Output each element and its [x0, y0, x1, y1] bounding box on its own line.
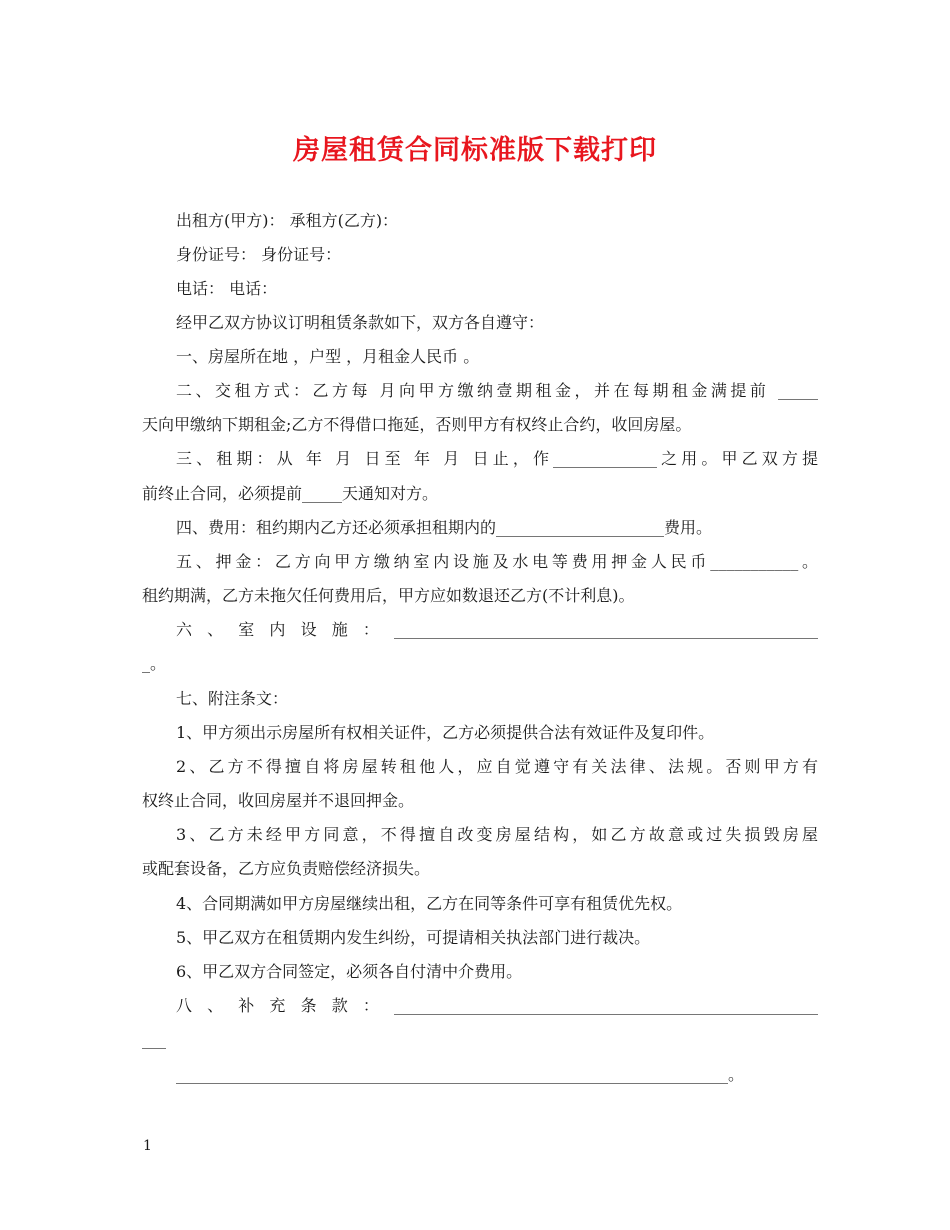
clause-1-location: 一、房屋所在地 ，户型 ，月租金人民币 。	[176, 347, 480, 366]
note-3-cont: 或配套设备，乙方应负责赔偿经济损失。	[142, 859, 431, 878]
note-4: 4、合同期满如甲方房屋继续出租，乙方在同等条件可享有租赁优先权。	[176, 894, 683, 913]
clause-3-term: 三、租期：从 年 月 日至 年 月 日止，作_____________之用。甲乙双方提	[176, 449, 818, 468]
clause-6-facilities-cont: _。	[142, 654, 167, 673]
clause-8-blank-line: _____________________________________________________________________。	[176, 1065, 744, 1084]
clause-3-term-cont: 前终止合同，必须提前_____天通知对方。	[142, 484, 439, 503]
note-2: 2、乙方不得擅自将房屋转租他人，应自觉遵守有关法律、法规。否则甲方有	[176, 757, 818, 776]
note-2-cont: 权终止合同，收回房屋并不退回押金。	[142, 791, 415, 810]
page-number: 1	[143, 1138, 152, 1154]
note-3: 3、乙方未经甲方同意，不得擅自改变房屋结构，如乙方故意或过失损毁房屋	[176, 825, 818, 844]
clause-2-payment: 二、交租方式：乙方每 月向甲方缴纳壹期租金，并在每期租金满提前 _____	[176, 381, 818, 400]
party-names-line: 出租方(甲方)： 承租方(乙方)：	[176, 211, 399, 230]
note-6: 6、甲乙双方合同签定，必须各自付清中介费用。	[176, 962, 523, 981]
clause-8-supplement: 八、补充条款：_____________________________________________________	[176, 996, 818, 1015]
clause-8-supplement-cont: ___	[142, 1030, 166, 1049]
clause-5-deposit-cont: 租约期满，乙方未拖欠任何费用后，甲方应如数退还乙方(不计利息)。	[142, 586, 635, 605]
note-1: 1、甲方须出示房屋所有权相关证件，乙方必须提供合法有效证件及复印件。	[176, 723, 715, 742]
clause-4-fees: 四、费用：租约期内乙方还必须承担租期内的_____________________费用。	[176, 518, 713, 537]
clause-7-heading: 七、附注条文：	[176, 689, 289, 708]
agreement-intro-line: 经甲乙双方协议订明租赁条款如下，双方各自遵守：	[176, 313, 545, 332]
clause-5-deposit: 五、押金：乙方向甲方缴纳室内设施及水电等费用押金人民币___________。	[176, 552, 818, 571]
phone-line: 电话： 电话：	[176, 279, 278, 298]
note-5: 5、甲乙双方在租赁期内发生纠纷，可提请相关执法部门进行裁决。	[176, 928, 651, 947]
clause-6-facilities: 六、室内设施：_____________________________________________________	[176, 620, 818, 639]
id-number-line: 身份证号： 身份证号：	[176, 245, 342, 264]
document-title: 房屋租赁合同标准版下载打印	[293, 135, 657, 166]
clause-2-payment-cont: 天向甲缴纳下期租金;乙方不得借口拖延，否则甲方有权终止合约，收回房屋。	[142, 415, 692, 434]
